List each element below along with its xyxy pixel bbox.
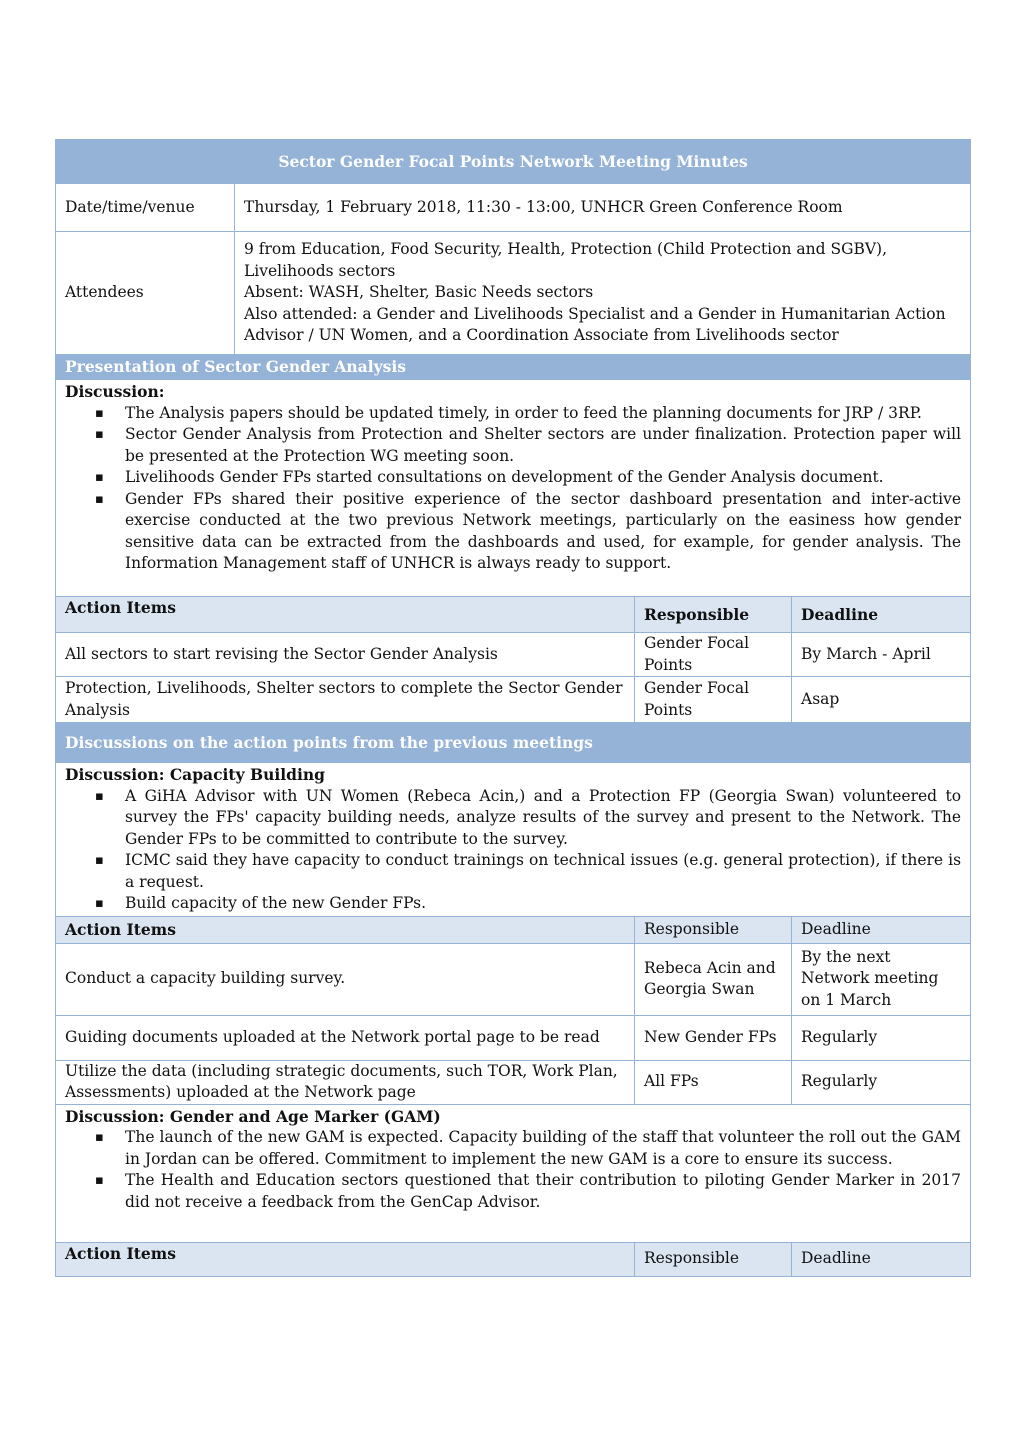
action-responsible: Gender Focal Points xyxy=(635,633,792,677)
action-responsible: All FPs xyxy=(635,1060,792,1104)
date-value: Thursday, 1 February 2018, 11:30 - 13:00, UNHCR Green Conference Room xyxy=(235,184,971,232)
discussion-block-gam xyxy=(56,1104,971,1242)
document-title: Sector Gender Focal Points Network Meeting Minutes xyxy=(56,140,971,184)
attendees-value xyxy=(235,232,971,355)
discussion-label: Discussion: xyxy=(65,382,165,401)
attendees-line: Also attended: a Gender and Livelihoods Specialist and a Gender in Humanitarian Action Advisor / UN Women, and a Coordination Associate from Livelihoods sector xyxy=(244,304,946,345)
discussion-label: Discussion: Gender and Age Marker (GAM) xyxy=(65,1106,441,1126)
attendees-line: 9 from Education, Food Security, Health, Protection (Child Protection and SGBV), Livelihoods sectors xyxy=(244,240,888,280)
action-deadline: Asap xyxy=(792,677,971,723)
discussion-list xyxy=(65,1127,961,1213)
discussion-bullet: ▪ The Analysis papers should be updated timely, in order to feed the planning documents for JRP / 3RP. xyxy=(125,403,961,425)
discussion-block-gender-analysis xyxy=(56,380,971,597)
section-heading-previous-meetings: Discussions on the action points from the previous meetings xyxy=(56,723,971,763)
action-items-header: Action Items xyxy=(56,1242,635,1276)
action-deadline: Regularly xyxy=(792,1015,971,1060)
action-responsible: Rebeca Acin and Georgia Swan xyxy=(635,943,792,1015)
responsible-header: Responsible xyxy=(635,916,792,943)
responsible-header: Responsible xyxy=(635,1242,792,1276)
discussion-block-capacity-building xyxy=(56,763,971,917)
deadline-header: Deadline xyxy=(792,597,971,633)
action-item: Utilize the data (including strategic documents, such TOR, Work Plan, Assessments) uploaded at the Network page xyxy=(56,1060,635,1104)
discussion-label: Discussion: Capacity Building xyxy=(65,765,325,784)
minutes-page xyxy=(55,139,970,1277)
section-heading-gender-analysis: Presentation of Sector Gender Analysis xyxy=(56,355,971,380)
deadline-header: Deadline xyxy=(792,916,971,943)
action-item: Conduct a capacity building survey. xyxy=(56,943,635,1015)
action-deadline: By March - April xyxy=(792,633,971,677)
discussion-bullet: ▪ Gender FPs shared their positive experience of the sector dashboard presentation and inter-active exercise conducted at the two previous Network meetings, particularly on the easiness how gender sensitive data can be extracted from the dashboards and used, for example, for gender analysis. The Information Management staff of UNHCR is always ready to support. xyxy=(125,489,961,575)
attendees-line: Absent: WASH, Shelter, Basic Needs sectors xyxy=(244,283,594,302)
action-item: Protection, Livelihoods, Shelter sectors to complete the Sector Gender Analysis xyxy=(56,677,635,723)
action-deadline: Regularly xyxy=(792,1060,971,1104)
discussion-bullet: ▪ A GiHA Advisor with UN Women (Rebeca Acin,) and a Protection FP (Georgia Swan) volunteered to survey the FPs' capacity building needs, analyze results of the survey and present to the Network. The Gender FPs to be committed to contribute to the survey. xyxy=(125,786,961,851)
action-deadline: By the next Network meeting on 1 March xyxy=(792,943,971,1015)
discussion-bullet: ▪ The launch of the new GAM is expected. Capacity building of the staff that volunteer the roll out the GAM in Jordan can be offered. Commitment to implement the new GAM is a core to ensure its success. xyxy=(125,1127,961,1170)
discussion-bullet: ▪ Build capacity of the new Gender FPs. xyxy=(125,893,961,915)
action-responsible: Gender Focal Points xyxy=(635,677,792,723)
discussion-list xyxy=(65,403,961,575)
action-item: All sectors to start revising the Sector Gender Analysis xyxy=(56,633,635,677)
discussion-bullet: ▪ Livelihoods Gender FPs started consultations on development of the Gender Analysis document. xyxy=(125,467,961,489)
action-item: Guiding documents uploaded at the Network portal page to be read xyxy=(56,1015,635,1060)
discussion-list xyxy=(65,786,961,915)
action-items-header: Action Items xyxy=(56,597,635,633)
discussion-bullet: ▪ The Health and Education sectors questioned that their contribution to piloting Gender Marker in 2017 did not receive a feedback from the GenCap Advisor. xyxy=(125,1170,961,1213)
attendees-label: Attendees xyxy=(56,232,235,355)
responsible-header: Responsible xyxy=(635,597,792,633)
deadline-header: Deadline xyxy=(792,1242,971,1276)
discussion-bullet: ▪ ICMC said they have capacity to conduct trainings on technical issues (e.g. general protection), if there is a request. xyxy=(125,850,961,893)
action-responsible: New Gender FPs xyxy=(635,1015,792,1060)
action-items-header: Action Items xyxy=(56,916,635,943)
date-label: Date/time/venue xyxy=(56,184,235,232)
minutes-table xyxy=(55,139,971,1277)
discussion-bullet: ▪ Sector Gender Analysis from Protection and Shelter sectors are under finalization. Protection paper will be presented at the Protection WG meeting soon. xyxy=(125,424,961,467)
